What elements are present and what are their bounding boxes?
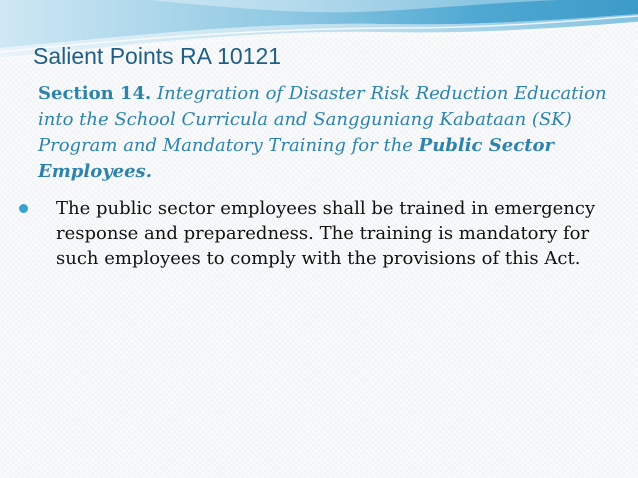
section-label: Section 14. <box>38 83 152 104</box>
section-title-emphasis: Public Sector Employees. <box>38 135 554 182</box>
bullet-item <box>16 196 616 271</box>
bullet-list <box>16 196 616 271</box>
bullet-icon <box>19 204 28 213</box>
section-heading <box>38 81 618 185</box>
slide-title: Salient Points RA 10121 <box>33 43 282 69</box>
bullet-text: The public sector employees shall be trained in emergency response and preparedness. The training is mandatory for such employees to comply with the provisions of this Act. <box>56 198 596 269</box>
section-title: Integration of Disaster Risk Reduction Education into the School Curricula and Sangguniang Kabataan (SK) Program and Mandatory Training for the <box>38 83 607 156</box>
